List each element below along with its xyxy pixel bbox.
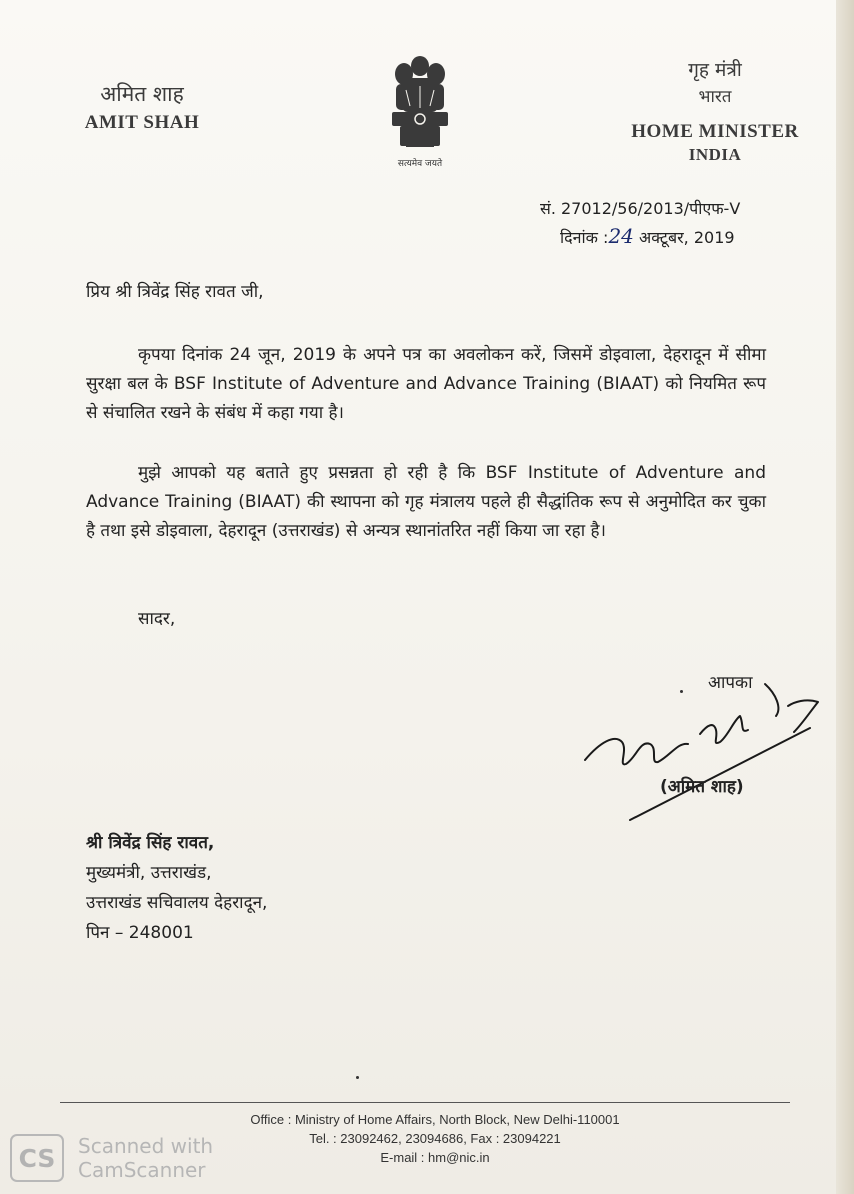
page-edge — [836, 0, 854, 1194]
addressee-pin: पिन – 248001 — [86, 923, 194, 943]
country-hindi: भारत — [698, 87, 732, 107]
addressee-designation: मुख्यमंत्री, उत्तराखंड, — [86, 863, 212, 883]
watermark-text — [78, 1134, 213, 1182]
footer-contact — [200, 1110, 670, 1167]
closing-yours: आपका — [708, 673, 753, 693]
emblem-motto: सत्यमेव जयते — [397, 159, 443, 169]
letter-date — [560, 224, 735, 248]
date-prefix: दिनांक : — [560, 228, 609, 247]
watermark-line-1: Scanned with — [78, 1134, 214, 1158]
paragraph-1-text: कृपया दिनांक 24 जून, 2019 के अपने पत्र का अवलोकन करें, जिसमें डोइवाला, देहरादून में सीमा सुरक्षा बल के BSF Institute of Adventure and Advance Training (BIAAT) को नियमित रूप से संचालित रखने के संबंध में कहा गया है। — [86, 345, 766, 423]
camscanner-watermark — [10, 1134, 213, 1182]
footer-divider — [60, 1102, 790, 1103]
handwritten-signature — [580, 672, 830, 822]
addressee-block — [86, 828, 267, 948]
designation-hindi: गृह मंत्री — [688, 59, 742, 81]
addressee-office: उत्तराखंड सचिवालय देहरादून, — [86, 893, 268, 913]
paragraph-2-text: मुझे आपको यह बताते हुए प्रसन्नता हो रही है कि BSF Institute of Adventure and Advance Training (BIAAT) की स्थापना को गृह मंत्रालय पहले ही सैद्धांतिक रूप से अनुमोदित कर चुका है तथा इसे डोइवाला, देहरादून (उत्तराखंड) से अन्यत्र स्थानांतरित नहीं किया जा रहा है। — [86, 463, 766, 541]
lion-capital-icon — [380, 50, 460, 154]
sender-name-english: AMIT SHAH — [84, 112, 200, 133]
letterhead-left — [52, 80, 232, 134]
watermark-line-2: CamScanner — [78, 1158, 206, 1182]
reference-number: सं. 27012/56/2013/पीएफ-V — [540, 199, 741, 218]
letterhead-right — [620, 56, 810, 165]
designation-english: HOME MINISTER — [631, 121, 799, 142]
date-day-handwritten: 24 — [608, 224, 634, 248]
signatory-name: (अमित शाह) — [660, 777, 744, 797]
body-paragraph-1 — [86, 341, 766, 428]
national-emblem — [380, 50, 460, 168]
camscanner-logo-icon: CS — [10, 1134, 64, 1182]
footer-email: E-mail : hm@nic.in — [380, 1150, 490, 1165]
closing-regards: सादर, — [138, 609, 176, 629]
sender-name-hindi: अमित शाह — [100, 82, 184, 106]
footer-phone: Tel. : 23092462, 23094686, Fax : 23094221 — [309, 1131, 561, 1146]
addressee-name: श्री त्रिवेंद्र सिंह रावत, — [86, 833, 215, 853]
footer-office: Office : Ministry of Home Affairs, North Block, New Delhi-110001 — [250, 1112, 620, 1127]
ink-dot — [356, 1076, 359, 1079]
body-paragraph-2 — [86, 459, 766, 546]
date-month-year: अक्टूबर, 2019 — [638, 228, 735, 247]
salutation: प्रिय श्री त्रिवेंद्र सिंह रावत जी, — [86, 282, 264, 302]
country-english: INDIA — [688, 145, 742, 164]
